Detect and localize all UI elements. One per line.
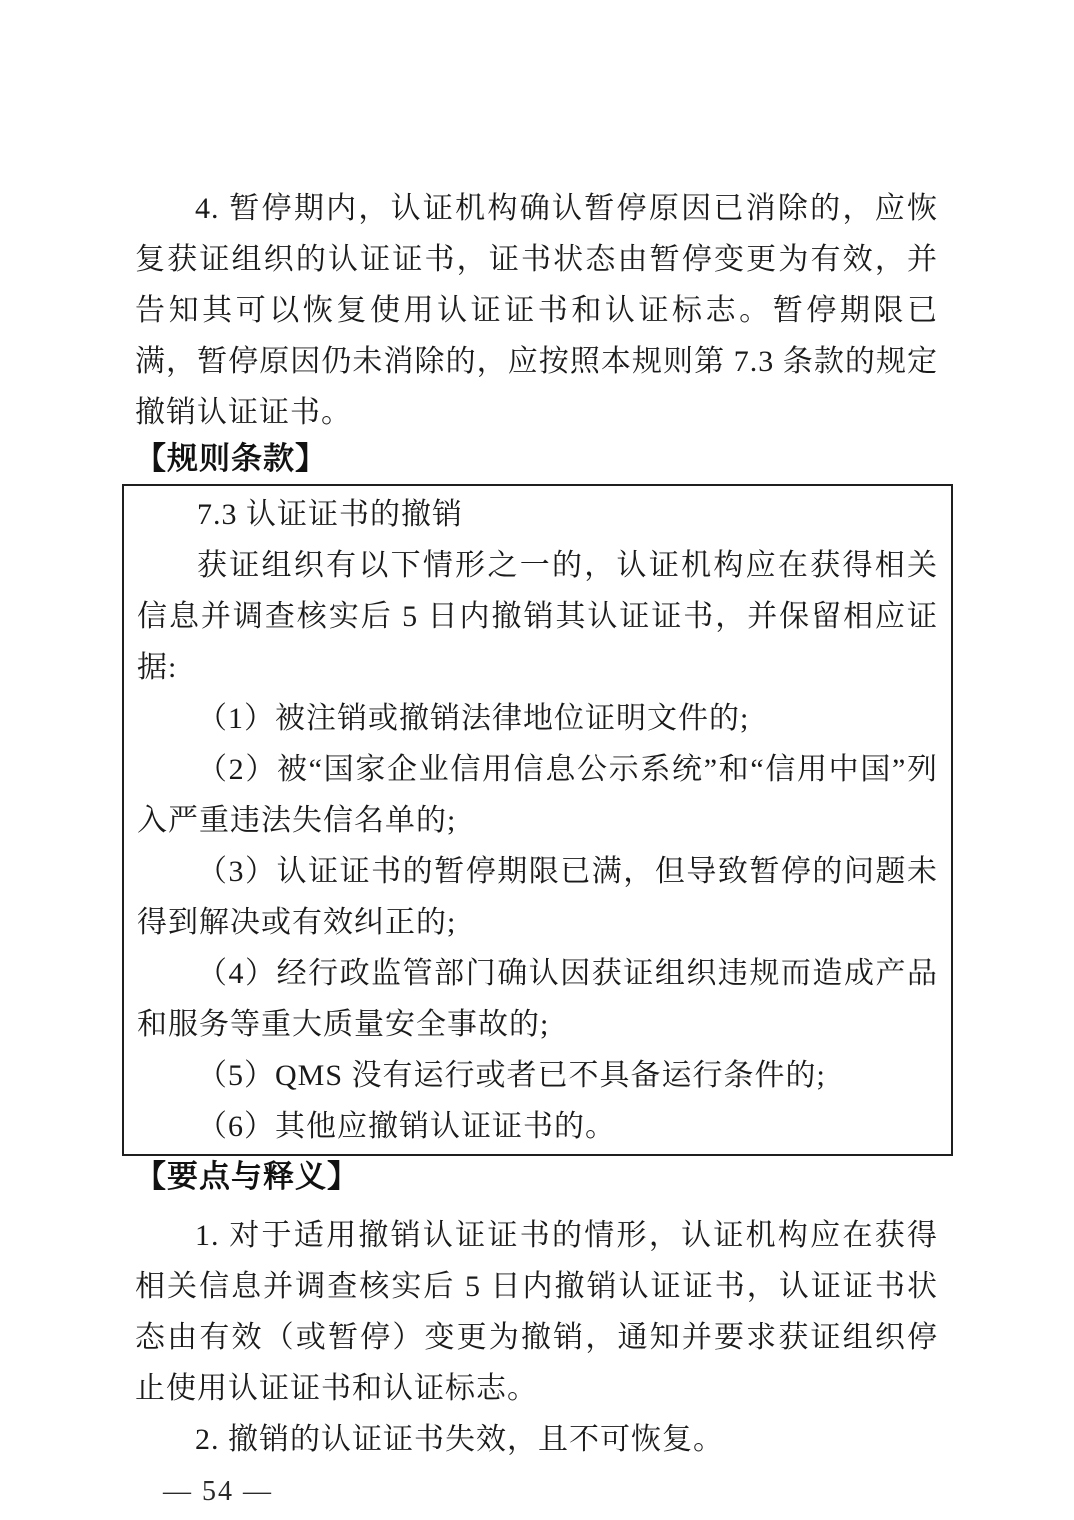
rule-item-5: （5）QMS 没有运行或者已不具备运行条件的; xyxy=(197,1059,826,1092)
rule-clause-heading: 【规则条款】 xyxy=(135,441,327,476)
key-point-1: 1. 对于适用撤销认证证书的情形，认证机构应在获得相关信息并调查核实后 5 日内撤销认证证书，认证证书状态由有效（或暂停）变更为撤销，通知并要求获证组织停止使用认证证书和认证标志。 xyxy=(135,1219,938,1405)
rule-clause-box xyxy=(122,484,953,1156)
rule-item-1: （1）被注销或撤销法律地位证明文件的; xyxy=(197,702,750,735)
rule-box-subtitle: 7.3 认证证书的撤销 xyxy=(197,498,463,531)
rule-item-2: （2）被“国家企业信用信息公示系统”和“信用中国”列入严重违法失信名单的; xyxy=(137,753,938,837)
intro-paragraph: 4. 暂停期内，认证机构确认暂停原因已消除的，应恢复获证组织的认证证书，证书状态由暂停变更为有效，并告知其可以恢复使用认证证书和认证标志。暂停期限已满，暂停原因仍未消除的，应按照本规则第 7.3 条款的规定撤销认证证书。 xyxy=(135,192,938,429)
rule-box-lead: 获证组织有以下情形之一的，认证机构应在获得相关信息并调查核实后 5 日内撤销其认证证书，并保留相应证据: xyxy=(137,549,938,684)
rule-item-4: （4）经行政监管部门确认因获证组织违规而造成产品和服务等重大质量安全事故的; xyxy=(137,957,938,1041)
rule-item-3: （3）认证证书的暂停期限已满，但导致暂停的问题未得到解决或有效纠正的; xyxy=(137,855,938,939)
key-point-2: 2. 撤销的认证证书失效，且不可恢复。 xyxy=(195,1423,724,1456)
key-points-block xyxy=(135,1210,938,1465)
page-number: — 54 — xyxy=(163,1476,273,1507)
rule-item-6: （6）其他应撤销认证证书的。 xyxy=(197,1110,616,1143)
key-points-heading: 【要点与释义】 xyxy=(135,1159,359,1194)
